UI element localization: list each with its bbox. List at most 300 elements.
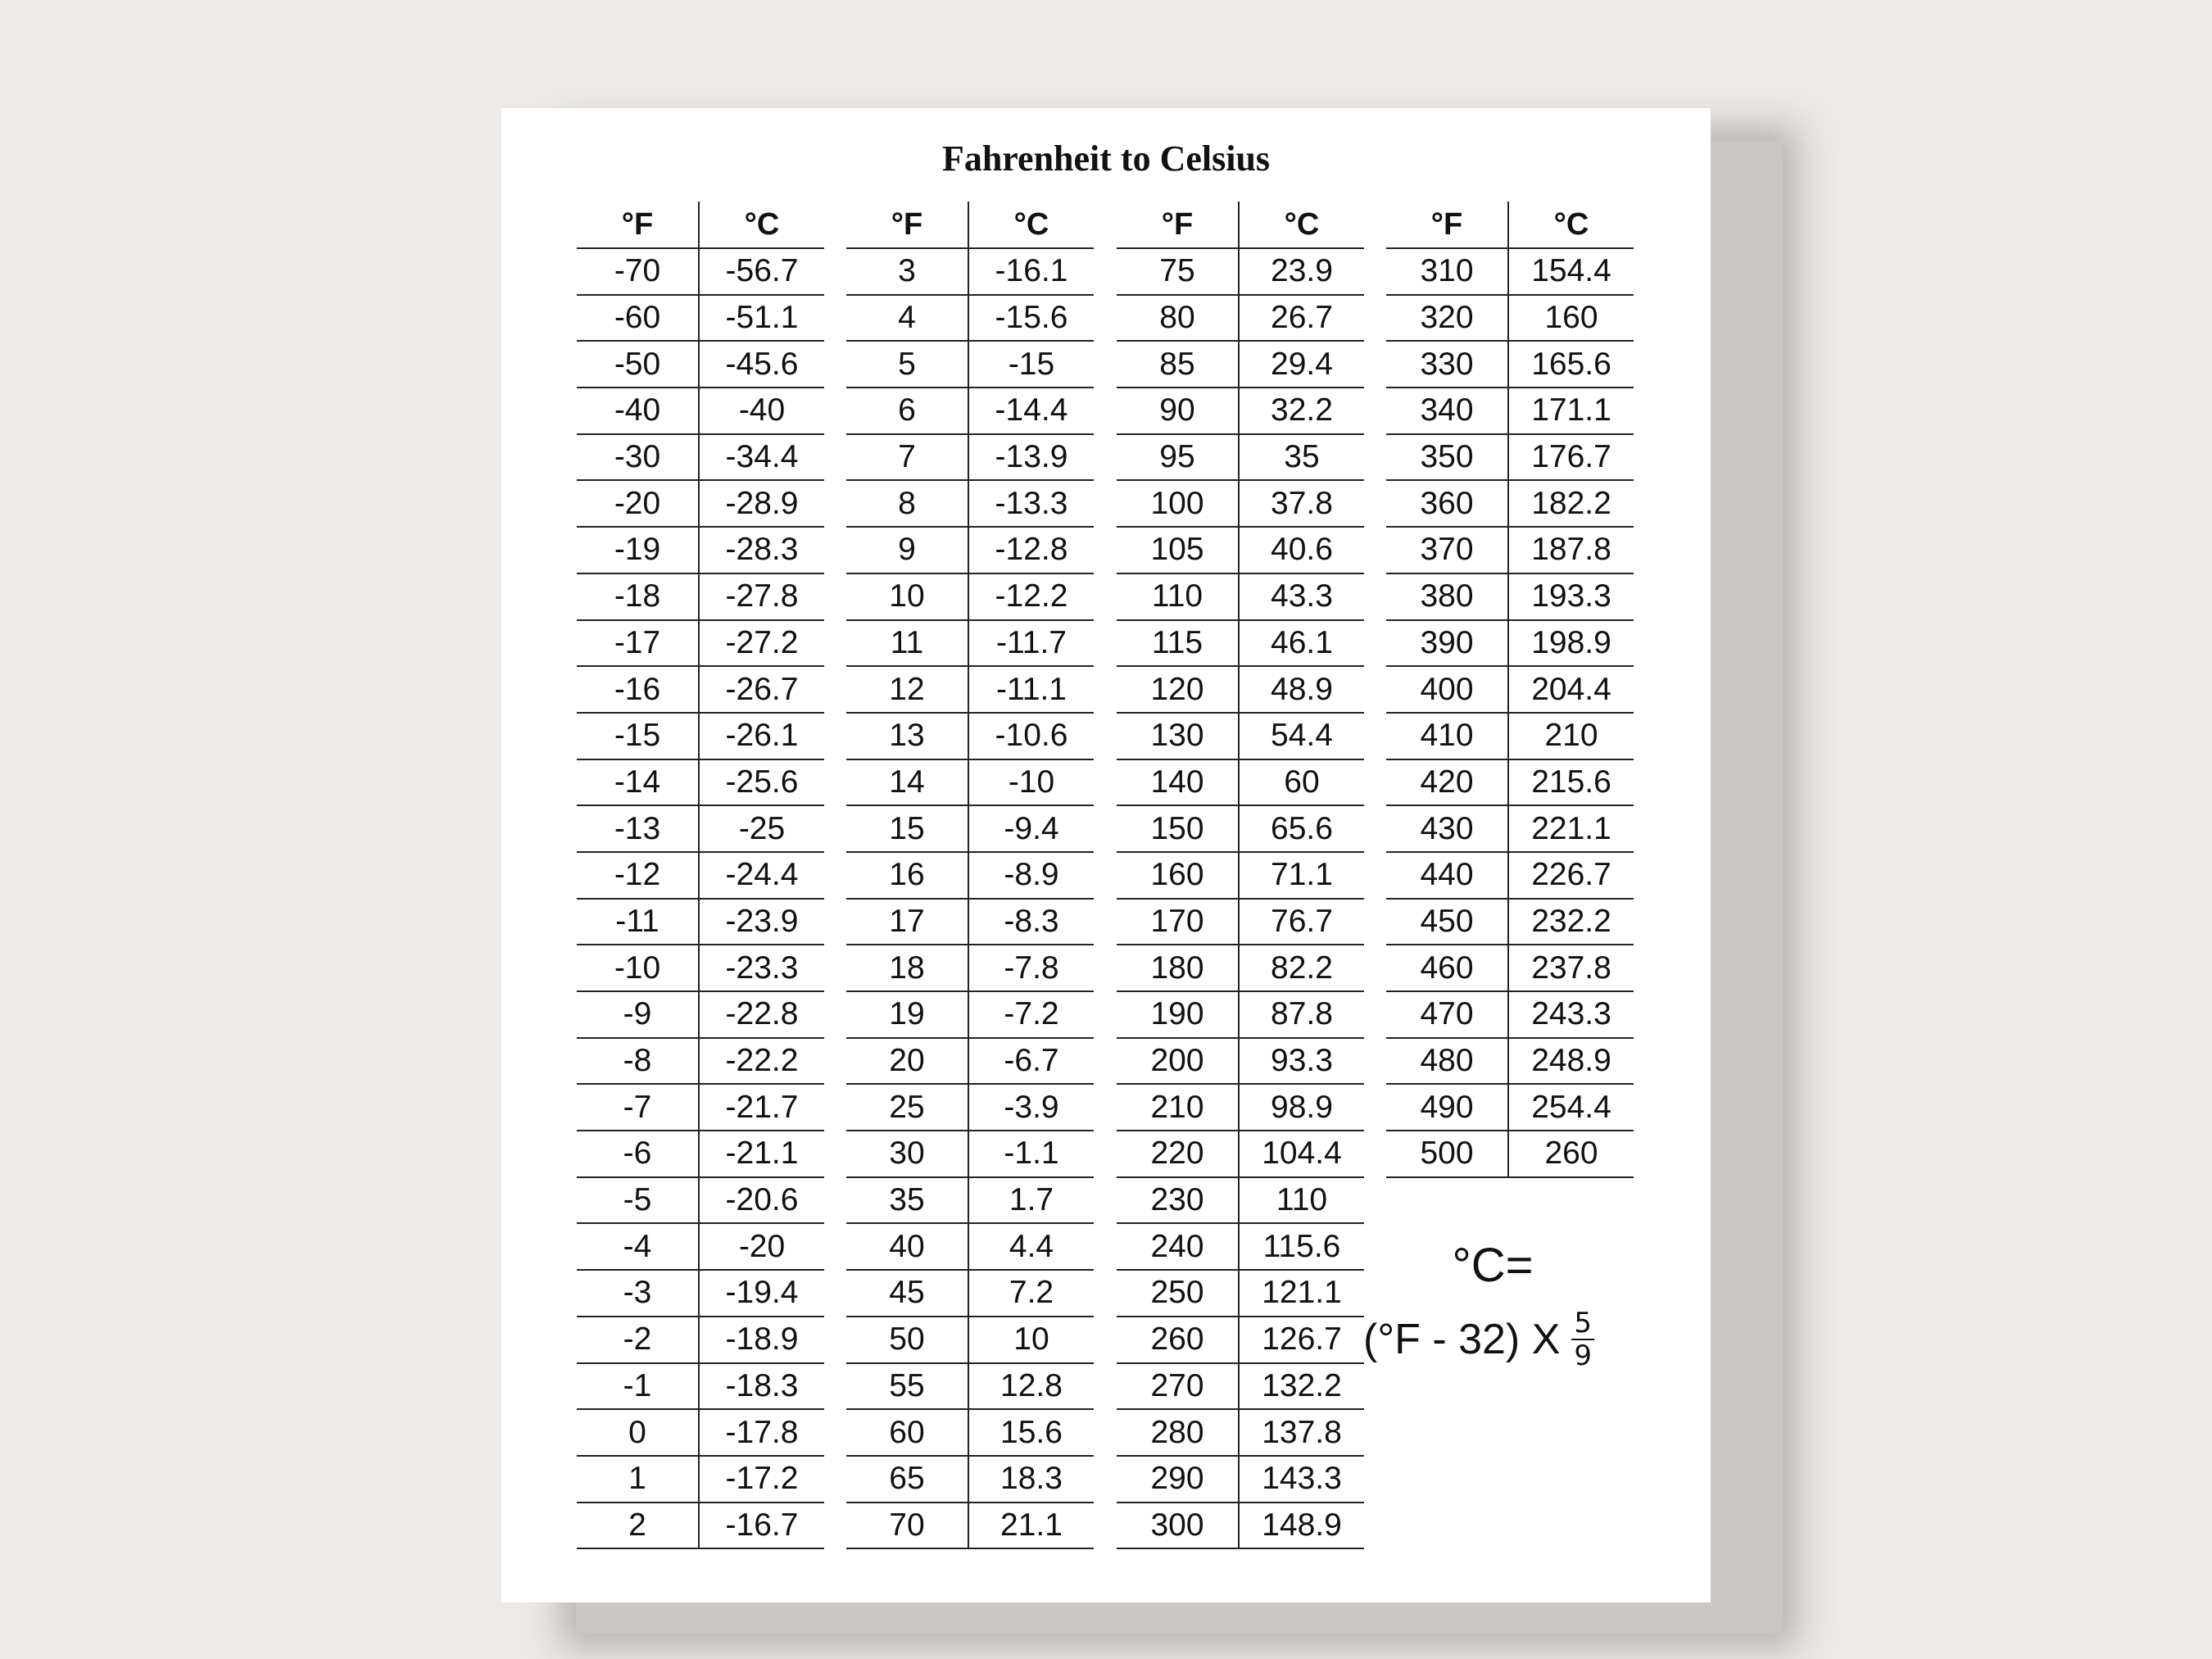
- celsius-cell: 12.8: [968, 1363, 1094, 1410]
- conversion-table-2: [846, 202, 1094, 1549]
- fahrenheit-cell: 200: [1117, 1038, 1239, 1085]
- celsius-cell: -8.9: [968, 852, 1094, 899]
- table-row: [577, 1177, 824, 1224]
- fahrenheit-cell: -18: [577, 573, 699, 620]
- table-row: [846, 1270, 1094, 1317]
- fahrenheit-cell: 390: [1386, 620, 1508, 667]
- table-row: [577, 1363, 824, 1410]
- fahrenheit-cell: -6: [577, 1131, 699, 1177]
- fahrenheit-cell: -14: [577, 759, 699, 806]
- fahrenheit-cell: -50: [577, 341, 699, 388]
- celsius-cell: 48.9: [1239, 666, 1364, 713]
- table-row: [1386, 527, 1634, 573]
- fahrenheit-cell: 290: [1117, 1456, 1239, 1503]
- table-row: [1386, 573, 1634, 620]
- table-row: [577, 573, 824, 620]
- fahrenheit-cell: 270: [1117, 1363, 1239, 1410]
- table-row: [846, 759, 1094, 806]
- fahrenheit-cell: 2: [577, 1503, 699, 1549]
- table-row: [577, 852, 824, 899]
- table-row: [577, 295, 824, 342]
- fahrenheit-cell: 0: [577, 1409, 699, 1456]
- table-row: [846, 1409, 1094, 1456]
- table-row: [1117, 899, 1364, 945]
- table-row: [577, 1131, 824, 1177]
- fahrenheit-cell: 19: [846, 991, 968, 1038]
- celsius-cell: -22.2: [699, 1038, 824, 1085]
- fahrenheit-cell: 12: [846, 666, 968, 713]
- fahrenheit-cell: -13: [577, 805, 699, 852]
- fahrenheit-cell: 9: [846, 527, 968, 573]
- celsius-cell: 210: [1508, 713, 1634, 759]
- celsius-cell: 87.8: [1239, 991, 1364, 1038]
- fahrenheit-cell: 190: [1117, 991, 1239, 1038]
- fahrenheit-cell: 450: [1386, 899, 1508, 945]
- celsius-cell: 82.2: [1239, 945, 1364, 991]
- table-header-row: [846, 202, 1094, 248]
- table-row: [1386, 341, 1634, 388]
- table-row: [846, 852, 1094, 899]
- celsius-cell: -9.4: [968, 805, 1094, 852]
- celsius-cell: -45.6: [699, 341, 824, 388]
- table-row: [846, 805, 1094, 852]
- celsius-cell: -27.8: [699, 573, 824, 620]
- fahrenheit-cell: -60: [577, 295, 699, 342]
- table-row: [1386, 480, 1634, 527]
- table-row: [577, 1038, 824, 1085]
- fahrenheit-cell: 490: [1386, 1084, 1508, 1131]
- celsius-cell: 187.8: [1508, 527, 1634, 573]
- fahrenheit-cell: 25: [846, 1084, 968, 1131]
- fahrenheit-cell: 50: [846, 1317, 968, 1363]
- fahrenheit-cell: 65: [846, 1456, 968, 1503]
- fahrenheit-cell: 180: [1117, 945, 1239, 991]
- celsius-cell: 15.6: [968, 1409, 1094, 1456]
- fahrenheit-cell: -1: [577, 1363, 699, 1410]
- fahrenheit-cell: 95: [1117, 434, 1239, 481]
- fahrenheit-cell: 5: [846, 341, 968, 388]
- fc-table: [1386, 202, 1634, 1178]
- table-row: [846, 1177, 1094, 1224]
- celsius-cell: 137.8: [1239, 1409, 1364, 1456]
- table-row: [846, 1223, 1094, 1270]
- fahrenheit-cell: 35: [846, 1177, 968, 1224]
- celsius-cell: -26.7: [699, 666, 824, 713]
- celsius-cell: 171.1: [1508, 388, 1634, 434]
- celsius-cell: -34.4: [699, 434, 824, 481]
- celsius-cell: -17.8: [699, 1409, 824, 1456]
- fahrenheit-cell: 470: [1386, 991, 1508, 1038]
- table-row: [1117, 480, 1364, 527]
- celsius-cell: -28.3: [699, 527, 824, 573]
- fahrenheit-cell: 350: [1386, 434, 1508, 481]
- celsius-cell: -12.8: [968, 527, 1094, 573]
- celsius-cell: -25.6: [699, 759, 824, 806]
- celsius-cell: -24.4: [699, 852, 824, 899]
- celsius-cell: 182.2: [1508, 480, 1634, 527]
- fahrenheit-cell: 300: [1117, 1503, 1239, 1549]
- table-header-row: [1386, 202, 1634, 248]
- celsius-cell: 60: [1239, 759, 1364, 806]
- fahrenheit-cell: 115: [1117, 620, 1239, 667]
- celsius-cell: 115.6: [1239, 1223, 1364, 1270]
- fahrenheit-cell: 55: [846, 1363, 968, 1410]
- fahrenheit-cell: 320: [1386, 295, 1508, 342]
- table-row: [577, 620, 824, 667]
- fahrenheit-cell: 75: [1117, 248, 1239, 295]
- table-row: [1117, 1038, 1364, 1085]
- table-row: [577, 527, 824, 573]
- fahrenheit-cell: 130: [1117, 713, 1239, 759]
- table-row: [577, 713, 824, 759]
- table-row: [577, 1456, 824, 1503]
- fahrenheit-cell: 16: [846, 852, 968, 899]
- fahrenheit-cell: 360: [1386, 480, 1508, 527]
- table-row: [846, 899, 1094, 945]
- table-row: [577, 388, 824, 434]
- table-row: [1117, 341, 1364, 388]
- celsius-cell: -10: [968, 759, 1094, 806]
- fahrenheit-cell: -20: [577, 480, 699, 527]
- celsius-cell: 54.4: [1239, 713, 1364, 759]
- celsius-cell: -56.7: [699, 248, 824, 295]
- fc-table: [1117, 202, 1364, 1549]
- fahrenheit-cell: -16: [577, 666, 699, 713]
- table-row: [1386, 1131, 1634, 1177]
- table-row: [1117, 527, 1364, 573]
- table-row: [577, 759, 824, 806]
- header-celsius: °C: [1508, 202, 1634, 248]
- celsius-cell: 76.7: [1239, 899, 1364, 945]
- celsius-cell: -25: [699, 805, 824, 852]
- celsius-cell: 248.9: [1508, 1038, 1634, 1085]
- celsius-cell: 37.8: [1239, 480, 1364, 527]
- table-row: [846, 573, 1094, 620]
- fahrenheit-cell: 240: [1117, 1223, 1239, 1270]
- header-fahrenheit: °F: [1386, 202, 1508, 248]
- table-row: [846, 1084, 1094, 1131]
- celsius-cell: 165.6: [1508, 341, 1634, 388]
- fahrenheit-cell: 20: [846, 1038, 968, 1085]
- fahrenheit-cell: 280: [1117, 1409, 1239, 1456]
- table-row: [577, 480, 824, 527]
- fahrenheit-cell: 90: [1117, 388, 1239, 434]
- table-row: [1117, 805, 1364, 852]
- celsius-cell: 260: [1508, 1131, 1634, 1177]
- header-fahrenheit: °F: [1117, 202, 1239, 248]
- fahrenheit-cell: -7: [577, 1084, 699, 1131]
- celsius-cell: 46.1: [1239, 620, 1364, 667]
- page-title: Fahrenheit to Celsius: [941, 138, 1271, 179]
- table-row: [1386, 991, 1634, 1038]
- table-row: [577, 1223, 824, 1270]
- celsius-cell: 143.3: [1239, 1456, 1364, 1503]
- table-row: [1386, 945, 1634, 991]
- celsius-cell: -28.9: [699, 480, 824, 527]
- table-row: [577, 1270, 824, 1317]
- table-row: [846, 480, 1094, 527]
- table-row: [577, 945, 824, 991]
- celsius-cell: -16.7: [699, 1503, 824, 1549]
- fahrenheit-cell: 440: [1386, 852, 1508, 899]
- fahrenheit-cell: 140: [1117, 759, 1239, 806]
- fahrenheit-cell: -15: [577, 713, 699, 759]
- table-row: [1117, 1177, 1364, 1224]
- table-row: [577, 991, 824, 1038]
- celsius-cell: -18.3: [699, 1363, 824, 1410]
- table-row: [846, 295, 1094, 342]
- fahrenheit-cell: 170: [1117, 899, 1239, 945]
- celsius-cell: 204.4: [1508, 666, 1634, 713]
- fahrenheit-cell: 10: [846, 573, 968, 620]
- fahrenheit-cell: 410: [1386, 713, 1508, 759]
- celsius-cell: 221.1: [1508, 805, 1634, 852]
- fahrenheit-cell: 18: [846, 945, 968, 991]
- fahrenheit-cell: 17: [846, 899, 968, 945]
- fahrenheit-cell: 160: [1117, 852, 1239, 899]
- celsius-cell: 110: [1239, 1177, 1364, 1224]
- table-row: [1117, 666, 1364, 713]
- fahrenheit-cell: 400: [1386, 666, 1508, 713]
- table-row: [846, 1131, 1094, 1177]
- table-row: [577, 1503, 824, 1549]
- table-row: [1117, 1409, 1364, 1456]
- table-row: [577, 248, 824, 295]
- celsius-cell: 10: [968, 1317, 1094, 1363]
- fahrenheit-cell: 460: [1386, 945, 1508, 991]
- table-row: [1117, 1131, 1364, 1177]
- table-row: [1386, 434, 1634, 481]
- table-row: [1117, 852, 1364, 899]
- table-row: [1386, 1084, 1634, 1131]
- fahrenheit-cell: 480: [1386, 1038, 1508, 1085]
- table-row: [846, 388, 1094, 434]
- fahrenheit-cell: 3: [846, 248, 968, 295]
- table-row: [1386, 666, 1634, 713]
- fc-table: [846, 202, 1094, 1549]
- celsius-cell: 176.7: [1508, 434, 1634, 481]
- celsius-cell: -18.9: [699, 1317, 824, 1363]
- table-row: [846, 713, 1094, 759]
- fahrenheit-cell: -40: [577, 388, 699, 434]
- table-row: [1117, 573, 1364, 620]
- table-row: [1386, 899, 1634, 945]
- celsius-cell: -15.6: [968, 295, 1094, 342]
- fahrenheit-cell: 7: [846, 434, 968, 481]
- table-row: [1386, 248, 1634, 295]
- header-fahrenheit: °F: [846, 202, 968, 248]
- celsius-cell: 132.2: [1239, 1363, 1364, 1410]
- table-row: [1386, 388, 1634, 434]
- table-row: [577, 805, 824, 852]
- table-row: [1117, 248, 1364, 295]
- celsius-cell: 154.4: [1508, 248, 1634, 295]
- table-row: [1386, 620, 1634, 667]
- celsius-cell: 93.3: [1239, 1038, 1364, 1085]
- fahrenheit-cell: -10: [577, 945, 699, 991]
- celsius-cell: -20: [699, 1223, 824, 1270]
- table-row: [846, 248, 1094, 295]
- celsius-cell: -40: [699, 388, 824, 434]
- table-row: [1117, 713, 1364, 759]
- celsius-cell: -21.1: [699, 1131, 824, 1177]
- fahrenheit-cell: 380: [1386, 573, 1508, 620]
- table-row: [1117, 388, 1364, 434]
- celsius-cell: 40.6: [1239, 527, 1364, 573]
- table-row: [1117, 1503, 1364, 1549]
- table-row: [1117, 1084, 1364, 1131]
- table-row: [1117, 295, 1364, 342]
- celsius-cell: -14.4: [968, 388, 1094, 434]
- table-row: [1117, 1223, 1364, 1270]
- table-row: [846, 341, 1094, 388]
- table-row: [846, 1317, 1094, 1363]
- table-row: [577, 341, 824, 388]
- celsius-cell: -10.6: [968, 713, 1094, 759]
- fahrenheit-cell: 70: [846, 1503, 968, 1549]
- fahrenheit-cell: -8: [577, 1038, 699, 1085]
- fahrenheit-cell: 250: [1117, 1270, 1239, 1317]
- celsius-cell: -26.1: [699, 713, 824, 759]
- celsius-cell: 237.8: [1508, 945, 1634, 991]
- table-row: [846, 666, 1094, 713]
- celsius-cell: 243.3: [1508, 991, 1634, 1038]
- fahrenheit-cell: -3: [577, 1270, 699, 1317]
- formula-lhs: °C=: [1452, 1239, 1534, 1292]
- fahrenheit-cell: 370: [1386, 527, 1508, 573]
- conversion-table-3: [1117, 202, 1364, 1549]
- celsius-cell: 198.9: [1508, 620, 1634, 667]
- celsius-cell: -23.9: [699, 899, 824, 945]
- table-row: [846, 1038, 1094, 1085]
- fraction-denominator: 9: [1574, 1339, 1593, 1372]
- table-row: [1117, 759, 1364, 806]
- fahrenheit-cell: 4: [846, 295, 968, 342]
- fahrenheit-cell: 330: [1386, 341, 1508, 388]
- fahrenheit-cell: -9: [577, 991, 699, 1038]
- table-row: [846, 991, 1094, 1038]
- document-page: [501, 108, 1711, 1602]
- table-header-row: [1117, 202, 1364, 248]
- fahrenheit-cell: 13: [846, 713, 968, 759]
- formula-rhs-row: [1363, 1308, 1636, 1371]
- celsius-cell: 121.1: [1239, 1270, 1364, 1317]
- fahrenheit-cell: 220: [1117, 1131, 1239, 1177]
- fahrenheit-cell: 310: [1386, 248, 1508, 295]
- celsius-cell: 193.3: [1508, 573, 1634, 620]
- celsius-cell: 98.9: [1239, 1084, 1364, 1131]
- celsius-cell: 226.7: [1508, 852, 1634, 899]
- table-row: [577, 1084, 824, 1131]
- fahrenheit-cell: 230: [1117, 1177, 1239, 1224]
- celsius-cell: 7.2: [968, 1270, 1094, 1317]
- fahrenheit-cell: -19: [577, 527, 699, 573]
- celsius-cell: 35: [1239, 434, 1364, 481]
- fahrenheit-cell: -11: [577, 899, 699, 945]
- fahrenheit-cell: 8: [846, 480, 968, 527]
- fahrenheit-cell: -4: [577, 1223, 699, 1270]
- celsius-cell: -17.2: [699, 1456, 824, 1503]
- celsius-cell: -3.9: [968, 1084, 1094, 1131]
- fahrenheit-cell: 260: [1117, 1317, 1239, 1363]
- fahrenheit-cell: 11: [846, 620, 968, 667]
- celsius-cell: 29.4: [1239, 341, 1364, 388]
- table-row: [577, 1409, 824, 1456]
- table-row: [1386, 805, 1634, 852]
- fahrenheit-cell: 15: [846, 805, 968, 852]
- fahrenheit-cell: -5: [577, 1177, 699, 1224]
- table-row: [577, 434, 824, 481]
- fahrenheit-cell: 60: [846, 1409, 968, 1456]
- fahrenheit-cell: 500: [1386, 1131, 1508, 1177]
- celsius-cell: -15: [968, 341, 1094, 388]
- conversion-table-1: [577, 202, 824, 1549]
- fahrenheit-cell: -70: [577, 248, 699, 295]
- fahrenheit-cell: 420: [1386, 759, 1508, 806]
- celsius-cell: -11.7: [968, 620, 1094, 667]
- table-row: [1117, 1270, 1364, 1317]
- celsius-cell: -7.2: [968, 991, 1094, 1038]
- table-row: [846, 945, 1094, 991]
- celsius-cell: -1.1: [968, 1131, 1094, 1177]
- celsius-cell: -23.3: [699, 945, 824, 991]
- fahrenheit-cell: 80: [1117, 295, 1239, 342]
- celsius-cell: -6.7: [968, 1038, 1094, 1085]
- celsius-cell: -13.3: [968, 480, 1094, 527]
- conversion-formula: [1363, 1237, 1636, 1372]
- table-header-row: [577, 202, 824, 248]
- fahrenheit-cell: 6: [846, 388, 968, 434]
- table-row: [1117, 1363, 1364, 1410]
- table-row: [1386, 759, 1634, 806]
- celsius-cell: -21.7: [699, 1084, 824, 1131]
- celsius-cell: 65.6: [1239, 805, 1364, 852]
- celsius-cell: 254.4: [1508, 1084, 1634, 1131]
- table-row: [1117, 434, 1364, 481]
- celsius-cell: 18.3: [968, 1456, 1094, 1503]
- fahrenheit-cell: -12: [577, 852, 699, 899]
- header-celsius: °C: [1239, 202, 1364, 248]
- fc-table: [577, 202, 824, 1549]
- celsius-cell: 160: [1508, 295, 1634, 342]
- celsius-cell: -7.8: [968, 945, 1094, 991]
- table-row: [1386, 713, 1634, 759]
- header-celsius: °C: [968, 202, 1094, 248]
- celsius-cell: 71.1: [1239, 852, 1364, 899]
- celsius-cell: 23.9: [1239, 248, 1364, 295]
- celsius-cell: 104.4: [1239, 1131, 1364, 1177]
- table-row: [846, 1363, 1094, 1410]
- fahrenheit-cell: 100: [1117, 480, 1239, 527]
- celsius-cell: -19.4: [699, 1270, 824, 1317]
- celsius-cell: -27.2: [699, 620, 824, 667]
- celsius-cell: -20.6: [699, 1177, 824, 1224]
- celsius-cell: -51.1: [699, 295, 824, 342]
- formula-rhs: (°F - 32) X: [1363, 1316, 1561, 1363]
- table-row: [1117, 620, 1364, 667]
- fahrenheit-cell: 210: [1117, 1084, 1239, 1131]
- fahrenheit-cell: 1: [577, 1456, 699, 1503]
- table-row: [1386, 852, 1634, 899]
- table-row: [577, 899, 824, 945]
- header-celsius: °C: [699, 202, 824, 248]
- header-fahrenheit: °F: [577, 202, 699, 248]
- fahrenheit-cell: 110: [1117, 573, 1239, 620]
- fraction-numerator: 5: [1571, 1308, 1594, 1340]
- celsius-cell: 32.2: [1239, 388, 1364, 434]
- formula-fraction: [1571, 1308, 1594, 1371]
- celsius-cell: 232.2: [1508, 899, 1634, 945]
